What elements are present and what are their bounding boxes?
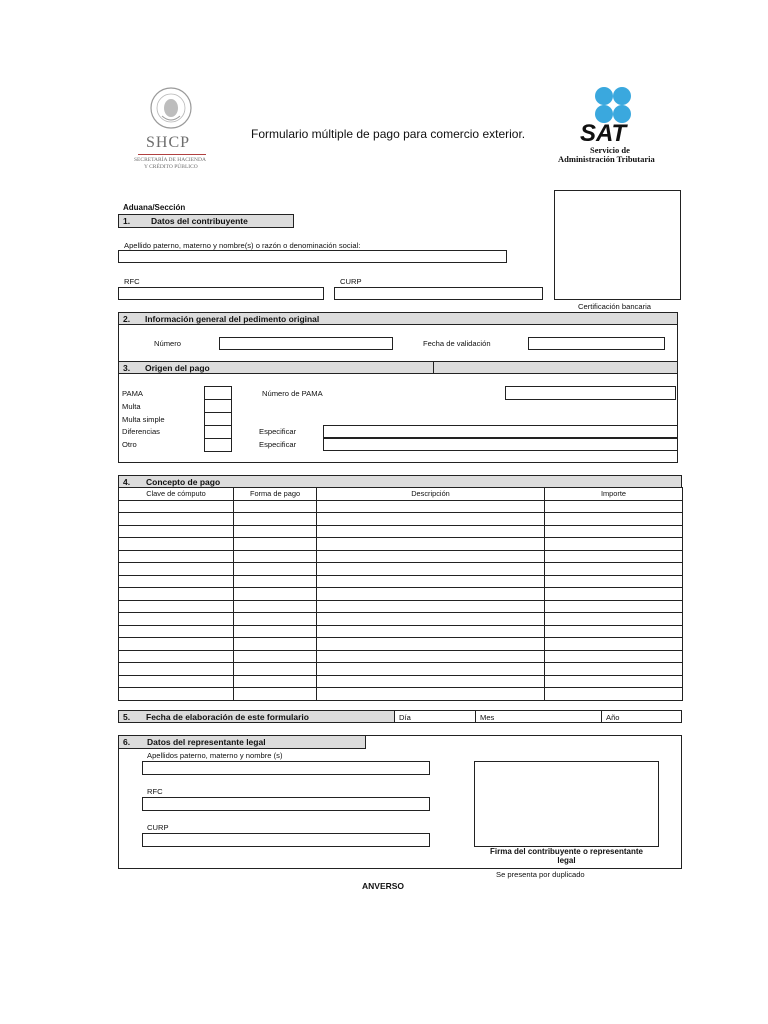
table-row	[119, 588, 683, 601]
table-cell[interactable]	[317, 538, 545, 551]
table-cell[interactable]	[234, 675, 317, 688]
especificar-2-field[interactable]	[323, 438, 678, 451]
fecha-mes-field[interactable]	[475, 710, 602, 723]
table-cell[interactable]	[119, 625, 234, 638]
contribuyente-name-label: Apellido paterno, materno y nombre(s) o razón o denominación social:	[124, 241, 361, 250]
table-cell[interactable]	[545, 600, 683, 613]
section-4-number: 4.	[123, 477, 131, 487]
table-row	[119, 625, 683, 638]
curp-label: CURP	[340, 277, 362, 286]
table-row	[119, 613, 683, 626]
table-cell[interactable]	[234, 600, 317, 613]
table-cell[interactable]	[317, 625, 545, 638]
numero-field[interactable]	[219, 337, 393, 350]
section-2-number: 2.	[123, 314, 131, 324]
option-multa-simple-checkbox[interactable]	[204, 412, 232, 426]
section-5-title: Fecha de elaboración de este formulario	[146, 712, 309, 722]
table-cell[interactable]	[234, 613, 317, 626]
table-cell[interactable]	[119, 613, 234, 626]
section-6-title: Datos del representante legal	[147, 737, 266, 747]
table-cell[interactable]	[119, 563, 234, 576]
firma-label	[474, 847, 659, 865]
table-cell[interactable]	[545, 550, 683, 563]
table-cell[interactable]	[545, 638, 683, 651]
option-multa-label: Multa	[122, 402, 141, 411]
firma-box[interactable]	[474, 761, 659, 847]
section-2-header	[118, 312, 678, 325]
option-otro-label: Otro	[122, 440, 137, 449]
section-6-header	[118, 735, 366, 749]
table-cell[interactable]	[234, 663, 317, 676]
table-cell[interactable]	[119, 675, 234, 688]
table-row	[119, 525, 683, 538]
representante-curp-label: CURP	[147, 823, 169, 832]
numero-pama-label: Número de PAMA	[262, 389, 323, 398]
table-cell[interactable]	[545, 500, 683, 513]
table-cell[interactable]	[317, 688, 545, 701]
shcp-subtitle-2: Y CRÉDITO PÚBLICO	[144, 164, 198, 170]
table-cell[interactable]	[545, 613, 683, 626]
table-cell[interactable]	[234, 625, 317, 638]
column-header: Importe	[545, 488, 683, 501]
concepto-pago-table	[118, 487, 683, 701]
option-pama-checkbox[interactable]	[204, 386, 232, 400]
option-diferencias-label: Diferencias	[122, 427, 160, 436]
concepto-pago-rows	[119, 500, 683, 700]
shcp-logo	[128, 86, 214, 176]
table-cell[interactable]	[545, 650, 683, 663]
table-cell[interactable]	[119, 663, 234, 676]
representante-name-label: Apellidos paterno, materno y nombre (s)	[147, 751, 283, 760]
table-cell[interactable]	[317, 550, 545, 563]
option-pama-label: PAMA	[122, 389, 143, 398]
representante-rfc-field[interactable]	[142, 797, 430, 811]
table-cell[interactable]	[119, 638, 234, 651]
firma-label-line-2: legal	[557, 856, 576, 865]
curp-field[interactable]	[334, 287, 543, 300]
table-cell[interactable]	[234, 650, 317, 663]
table-cell[interactable]	[317, 600, 545, 613]
section-1-header	[118, 214, 294, 228]
coat-of-arms-icon	[128, 86, 214, 134]
certificacion-label: Certificación bancaria	[578, 302, 652, 311]
table-cell[interactable]	[234, 638, 317, 651]
section-3-header-right	[433, 361, 678, 374]
table-cell[interactable]	[545, 563, 683, 576]
fecha-validacion-label: Fecha de validación	[423, 339, 491, 348]
especificar-1-field[interactable]	[323, 425, 678, 438]
table-row	[119, 663, 683, 676]
table-cell[interactable]	[119, 600, 234, 613]
table-cell[interactable]	[119, 513, 234, 526]
section-3-header	[118, 361, 434, 374]
section-2-title: Información general del pedimento original	[145, 314, 320, 324]
sat-subtitle-1: Servicio de	[590, 145, 630, 155]
form-title: Formulario múltiple de pago para comercio exterior.	[251, 127, 526, 141]
dia-label: Día	[399, 713, 411, 722]
mes-label: Mes	[480, 713, 495, 722]
rfc-label: RFC	[124, 277, 140, 286]
sat-logo	[556, 86, 672, 168]
option-multa-simple-label: Multa simple	[122, 415, 165, 424]
option-multa-checkbox[interactable]	[204, 399, 232, 413]
table-cell[interactable]	[234, 500, 317, 513]
table-row	[119, 500, 683, 513]
fecha-anio-field[interactable]	[601, 710, 682, 723]
section-1-title: Datos del contribuyente	[151, 216, 248, 226]
section-5-number: 5.	[123, 712, 131, 722]
option-diferencias-checkbox[interactable]	[204, 425, 232, 439]
shcp-logo-text: SHCP	[146, 134, 191, 151]
table-cell[interactable]	[545, 513, 683, 526]
rfc-field[interactable]	[118, 287, 324, 300]
table-cell[interactable]	[545, 588, 683, 601]
shcp-subtitle-1: SECRETARÍA DE HACIENDA	[134, 157, 206, 163]
table-cell[interactable]	[234, 525, 317, 538]
table-cell[interactable]	[317, 563, 545, 576]
especificar-2-label: Especificar	[259, 440, 297, 449]
numero-pama-field[interactable]	[505, 386, 676, 400]
table-row	[119, 600, 683, 613]
table-cell[interactable]	[234, 588, 317, 601]
representante-name-field[interactable]	[142, 761, 430, 775]
shcp-logo-rule	[138, 154, 206, 155]
table-row	[119, 688, 683, 701]
table-cell[interactable]	[317, 588, 545, 601]
table-row	[119, 513, 683, 526]
table-cell[interactable]	[234, 513, 317, 526]
table-cell[interactable]	[234, 550, 317, 563]
table-cell[interactable]	[545, 688, 683, 701]
sat-subtitle-2: Administración Tributaria	[558, 154, 655, 164]
table-cell[interactable]	[119, 588, 234, 601]
column-header: Clave de cómputo	[119, 488, 234, 501]
table-cell[interactable]	[119, 525, 234, 538]
representante-curp-field[interactable]	[142, 833, 430, 847]
table-cell[interactable]	[317, 513, 545, 526]
table-row	[119, 563, 683, 576]
table-row	[119, 675, 683, 688]
table-cell[interactable]	[234, 563, 317, 576]
section-5-header	[118, 710, 395, 723]
table-cell[interactable]	[119, 538, 234, 551]
column-header: Descripción	[317, 488, 545, 501]
table-cell[interactable]	[545, 675, 683, 688]
table-row	[119, 650, 683, 663]
table-cell[interactable]	[317, 663, 545, 676]
duplicado-note: Se presenta por duplicado	[496, 870, 585, 879]
aduana-label: Aduana/Sección	[123, 203, 186, 212]
section-1-number: 1.	[123, 216, 131, 226]
table-cell[interactable]	[119, 650, 234, 663]
fecha-validacion-field[interactable]	[528, 337, 665, 350]
table-row	[119, 538, 683, 551]
section-3-number: 3.	[123, 363, 131, 373]
especificar-1-label: Especificar	[259, 427, 297, 436]
table-cell[interactable]	[317, 575, 545, 588]
table-row	[119, 638, 683, 651]
table-cell[interactable]	[119, 688, 234, 701]
contribuyente-name-field[interactable]	[118, 250, 507, 263]
table-cell[interactable]	[545, 663, 683, 676]
anverso-label: ANVERSO	[362, 881, 405, 891]
table-cell[interactable]	[317, 525, 545, 538]
table-cell[interactable]	[317, 500, 545, 513]
table-cell[interactable]	[234, 575, 317, 588]
table-cell[interactable]	[234, 538, 317, 551]
table-cell[interactable]	[317, 675, 545, 688]
table-cell[interactable]	[317, 650, 545, 663]
table-cell[interactable]	[545, 575, 683, 588]
table-cell[interactable]	[119, 550, 234, 563]
table-cell[interactable]	[545, 538, 683, 551]
table-cell[interactable]	[317, 613, 545, 626]
table-cell[interactable]	[545, 625, 683, 638]
option-otro-checkbox[interactable]	[204, 438, 232, 452]
numero-label: Número	[154, 339, 182, 348]
table-row	[119, 575, 683, 588]
section-3-title: Origen del pago	[145, 363, 210, 373]
representante-rfc-label: RFC	[147, 787, 163, 796]
table-cell[interactable]	[119, 500, 234, 513]
table-cell[interactable]	[234, 688, 317, 701]
table-header-row	[119, 488, 683, 501]
table-cell[interactable]	[119, 575, 234, 588]
column-header: Forma de pago	[234, 488, 317, 501]
section-4-title: Concepto de pago	[146, 477, 221, 487]
section-6-number: 6.	[123, 737, 131, 747]
firma-label-line-1: Firma del contribuyente o representante	[490, 847, 643, 856]
sat-logo-text: SAT	[580, 120, 627, 147]
table-row	[119, 550, 683, 563]
anio-label: Año	[606, 713, 620, 722]
table-cell[interactable]	[545, 525, 683, 538]
fecha-dia-field[interactable]	[394, 710, 476, 723]
table-cell[interactable]	[317, 638, 545, 651]
certificacion-bancaria-box[interactable]	[554, 190, 681, 300]
